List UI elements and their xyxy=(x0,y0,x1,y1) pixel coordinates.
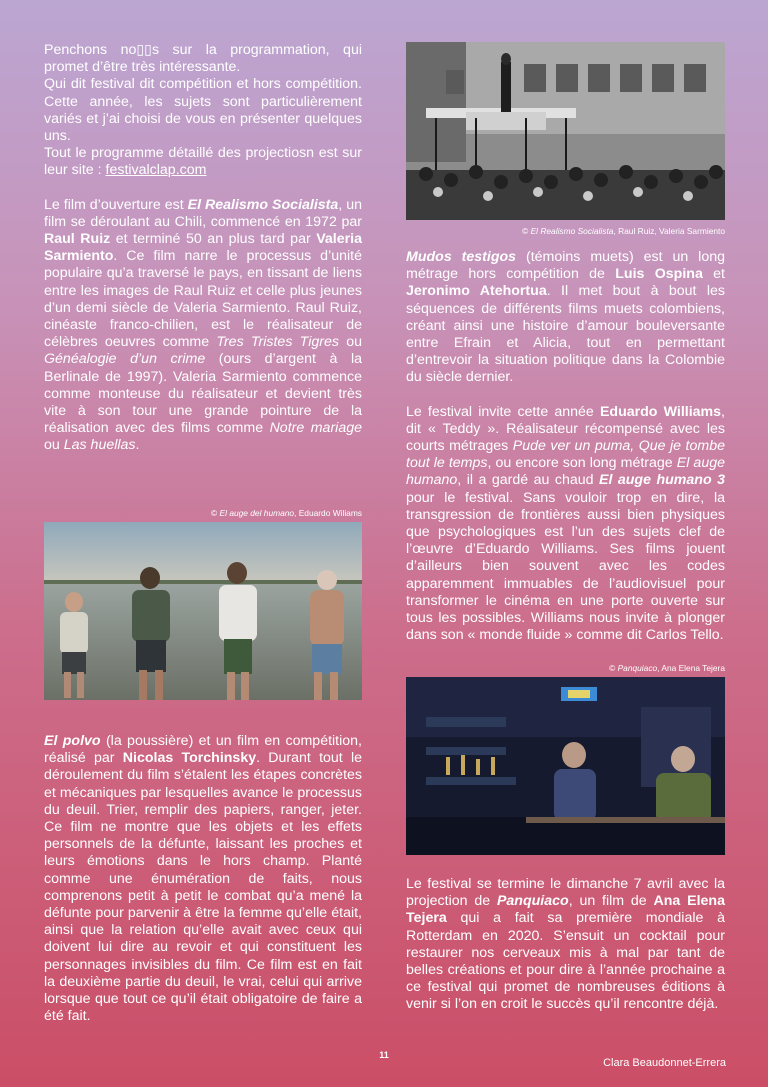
el-polvo-paragraph: El polvo (la poussière) et un film en compétition, réalisé par Nicolas Torchinsky. Durant tout le déroulement du film s’étalent les étapes concrètes et mécaniques par lesquelles avance le processus du deuil. Trier, remplir des papiers, ranger, jeter. Ce film ne montre que les objets et les effets personnels de la défunte, laissant les proches et leurs émotions dans le hors champ. Planté comme une énumération de faits, nous comprenons petit à petit le combat qu’a mené la défunte pour parvenir à être la femme qu’elle était, ainsi que la relation qu’elle avait avec ceux qui doivent lui dire au revoir et qui constituent les personnages invisibles du film. Ce film est en fait la deuxième partie du deuil, le vrai, celui qui arrive lorsque que tout ce qu’il était obligatoire de faire a été fait. xyxy=(44,733,363,1025)
page-number: 11 xyxy=(379,1050,389,1060)
right-column-text xyxy=(406,249,725,644)
bar-scene-image xyxy=(406,677,725,855)
intro-section xyxy=(44,42,362,455)
photo-caption-auge: © El auge del humano, Eduardo Wiliams xyxy=(211,508,362,518)
el-polvo-section xyxy=(44,733,362,1025)
festival-link[interactable]: festivalclap.com xyxy=(105,162,207,179)
photo-panquiaco xyxy=(406,677,725,855)
eduardo-williams-paragraph: Le festival invite cette année Eduardo Williams, dit « Teddy ». Réalisateur récompensé avec les courts métrages Pude ver un puma, Que je tombe tout le temps, ou encore son long métrage El auge humano, il a gardé au chaud El auge humano 3 pour le festival. Sans vouloir trop en dire, la transgression de frontières aussi bien physiques que psychologiques est l’un des sujets clef de l’œuvre d’Eduardo Williams. Ses films jouent d’ailleurs bien souvent avec les codes apparemment immuables de l’audiovisuel pour transformer le cinéma en une porte ouverte sur tous les possibles. Williams nous invite à plonger dans son « monde fluide » comme dit Carlos Tello. xyxy=(406,403,726,644)
panquiaco-paragraph: Le festival se termine le dimanche 7 avril avec la projection de Panquiaco, un film de Ana Elena Tejera qui a fait sa première mondiale à Rotterdam en 2020. S’ensuit un cocktail pour restaurer nos cerveaux mis à mal par tant de belles créations et pour dire à l’année prochaine a ce festival qui promet de nombreuses éditions à venir si l’on en croit le succès qu’il rencontre déjà. xyxy=(406,876,725,1013)
mudos-testigos-paragraph: Mudos testigos (témoins muets) est un long métrage hors compétition de Luis Ospina et Jeronimo Atehortua. Il met bout à bout les séquences de différents films muets colombiens, créant ainsi une histoire d’amour bouleversante entre Efrain et Alicia, tout en permettant d’entrevoir la situation politique dans la Colombie du siècle dernier. xyxy=(406,249,726,386)
closing-section xyxy=(406,876,725,1014)
intro-paragraph: Penchons no▯▯s sur la programmation, qui promet d’être très intéressante. Qui dit festival dit compétition et hors compétition. Cette année, les sujets sont particulièrement variés et j’ai choisi de vous en présenter quelques uns. Tout le programme détaillé des projectiosn est sur leur site : festivalclap.com xyxy=(44,42,362,179)
opening-film-paragraph: Le film d’ouverture est El Realismo Socialista, un film se déroulant au Chili, commencé en 1972 par Raul Ruiz et terminé 50 an plus tard par Valeria Sarmiento. Ce film narre le processus d’unité populaire qu’a traversé le pays, en tissant de liens entre les images de Raul Ruiz et celle plus jeunes d’un demi siècle de Valeria Sarmiento. Raul Ruiz, cinéaste franco-chilien, est le réalisateur de célèbres oeuvres comme Tres Tristes Tigres ou Généalogie d’un crime (ours d’argent à la Berlinale de 1997). Valeria Sarmiento commence comme monteuse du réalisateur et devient très vite à son tour une grande pointure de la réalisation avec des films comme Notre mariage ou Las huellas. xyxy=(44,196,362,454)
author-name: Clara Beaudonnet-Errera xyxy=(603,1057,726,1069)
photo-caption-realismo: © El Realismo Socialista, Raul Ruiz, Valeria Sarmiento xyxy=(522,226,725,236)
crowd-rally-image xyxy=(406,42,725,220)
photo-el-realismo-socialista xyxy=(406,42,725,220)
photo-caption-panquiaco: © Panquiaco, Ana Elena Tejera xyxy=(609,663,725,673)
beach-scene-image xyxy=(44,522,362,700)
photo-el-auge-del-humano xyxy=(44,522,362,700)
